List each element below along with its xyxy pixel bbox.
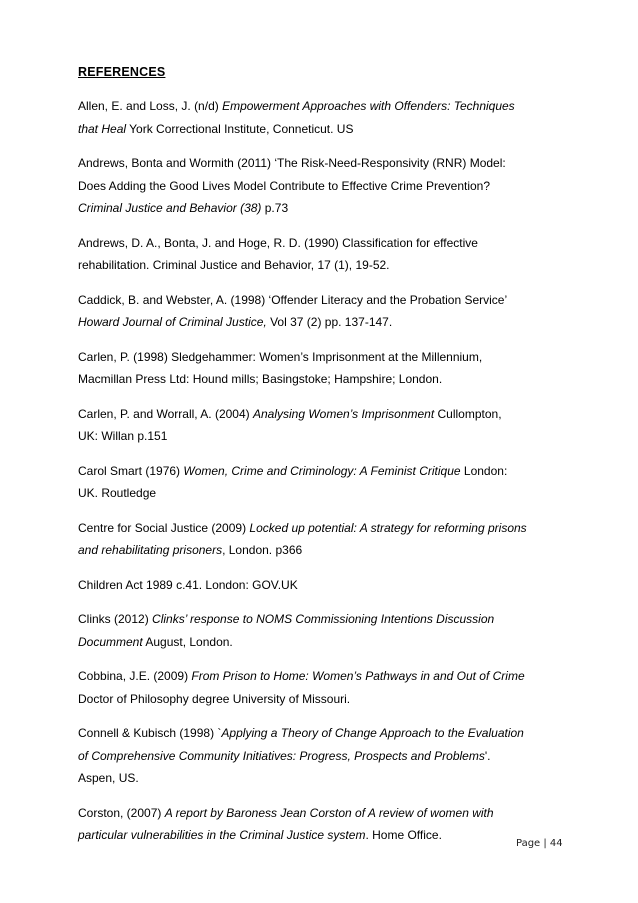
reference-text: Corston, (2007)	[78, 805, 165, 820]
reference-line	[78, 175, 578, 198]
reference-title-text: Applying a Theory of Change Approach to the Evaluation	[221, 726, 524, 740]
reference-line	[78, 232, 578, 255]
reference-text: Children Act 1989 c.41. London: GOV.UK	[78, 577, 298, 592]
reference-line	[78, 688, 578, 711]
reference-line	[78, 767, 578, 790]
reference-line	[78, 460, 578, 483]
reference-text: Vol 37 (2) pp. 137-147.	[266, 315, 393, 329]
reference-text: . Home Office.	[365, 828, 442, 842]
reference-text: Aspen, US.	[78, 771, 139, 785]
references-heading: REFERENCES	[78, 65, 166, 79]
reference-text: Caddick, B. and Webster, A. (1998) ‘Offender Literacy and the Probation Service’	[78, 292, 508, 307]
reference-line	[78, 608, 578, 631]
reference-line	[78, 631, 578, 654]
reference-text: Cullompton,	[434, 406, 502, 421]
reference-line	[78, 152, 578, 175]
reference-text: Andrews, D. A., Bonta, J. and Hoge, R. D. (1990) Classification for effective	[78, 235, 478, 250]
reference-line	[78, 745, 578, 768]
reference-text: Clinks (2012)	[78, 612, 153, 626]
reference-entry	[78, 517, 578, 562]
reference-text: Connell & Kubisch (1998) `	[78, 726, 222, 740]
reference-entry	[78, 722, 578, 790]
reference-text: Cobbina, J.E. (2009)	[78, 669, 192, 683]
reference-text: August, London.	[142, 634, 233, 649]
reference-line	[78, 425, 578, 448]
reference-title-text: particular vulnerabilities in the Criminal Justice system	[78, 828, 366, 842]
reference-line	[78, 403, 578, 426]
reference-line	[78, 482, 578, 505]
reference-line	[78, 118, 578, 141]
reference-text: Carlen, P. (1998) Sledgehammer: Women’s Imprisonment at the Millennium,	[78, 349, 483, 364]
reference-title-text: Analysing Women’s Imprisonment	[252, 406, 435, 421]
reference-text: p.73	[261, 201, 289, 215]
reference-text: London:	[460, 463, 508, 478]
reference-entry	[78, 346, 578, 391]
reference-title-text: and rehabilitating prisoners	[78, 543, 223, 557]
reference-text: Centre for Social Justice (2009)	[78, 520, 250, 535]
reference-text: UK. Routledge	[78, 486, 157, 500]
reference-entry	[78, 152, 578, 220]
reference-entry	[78, 608, 578, 653]
reference-title-text: A report by Baroness Jean Corston of A review of women with	[164, 805, 494, 820]
reference-line	[78, 311, 578, 334]
reference-title-text: Empowerment Approaches with Offenders: Techniques	[222, 99, 515, 113]
reference-title-text: Clinks’ response to NOMS Commissioning Intentions Discussion	[152, 612, 495, 626]
reference-line	[78, 517, 578, 540]
reference-line	[78, 722, 578, 745]
reference-line	[78, 665, 578, 688]
reference-title-text: of Comprehensive Community Initiatives: Progress, Prospects and Problems	[78, 748, 485, 763]
reference-line	[78, 539, 578, 562]
reference-title-text: Women, Crime and Criminology: A Feminist Critique	[183, 463, 461, 478]
reference-text: '.	[484, 748, 491, 763]
reference-title-text: Documment	[78, 634, 143, 649]
reference-text: Carlen, P. and Worrall, A. (2004)	[78, 406, 253, 421]
reference-line	[78, 574, 578, 597]
reference-text: York Correctional Institute, Conneticut. US	[126, 121, 354, 136]
reference-text: Andrews, Bonta and Wormith (2011) ‘The Risk-Need-Responsivity (RNR) Model:	[78, 156, 506, 170]
reference-title-text: From Prison to Home: Women’s Pathways in and Out of Crime	[191, 669, 525, 683]
reference-entry	[78, 232, 578, 277]
reference-line	[78, 368, 578, 391]
reference-text: , London. p366	[222, 543, 303, 557]
reference-title-text: Criminal Justice and Behavior (38)	[78, 201, 262, 215]
reference-text: Does Adding the Good Lives Model Contribute to Effective Crime Prevention?	[78, 178, 491, 193]
reference-line	[78, 802, 578, 825]
reference-text: Macmillan Press Ltd: Hound mills; Basingstoke; Hampshire; London.	[78, 372, 443, 386]
reference-title-text: Locked up potential: A strategy for reforming prisons	[249, 520, 527, 535]
reference-line	[78, 346, 578, 369]
reference-line	[78, 197, 578, 220]
reference-title-text: Howard Journal of Criminal Justice,	[78, 315, 267, 329]
reference-text: UK: Willan p.151	[78, 429, 168, 443]
reference-text: Doctor of Philosophy degree University of Missouri.	[78, 691, 351, 706]
reference-text: rehabilitation. Criminal Justice and Behavior, 17 (1), 19-52.	[78, 258, 390, 272]
reference-entry	[78, 95, 578, 140]
reference-list	[78, 95, 578, 859]
reference-line	[78, 254, 578, 277]
page-number: Page | 44	[516, 838, 563, 849]
reference-line	[78, 95, 578, 118]
reference-line	[78, 289, 578, 312]
reference-title-text: that Heal	[78, 121, 127, 136]
reference-entry	[78, 665, 578, 710]
reference-text: Carol Smart (1976)	[78, 463, 184, 478]
reference-entry	[78, 802, 578, 847]
reference-entry	[78, 289, 578, 334]
reference-entry	[78, 460, 578, 505]
reference-line	[78, 824, 578, 847]
reference-entry	[78, 574, 578, 597]
reference-entry	[78, 403, 578, 448]
reference-text: Allen, E. and Loss, J. (n/d)	[78, 99, 223, 113]
